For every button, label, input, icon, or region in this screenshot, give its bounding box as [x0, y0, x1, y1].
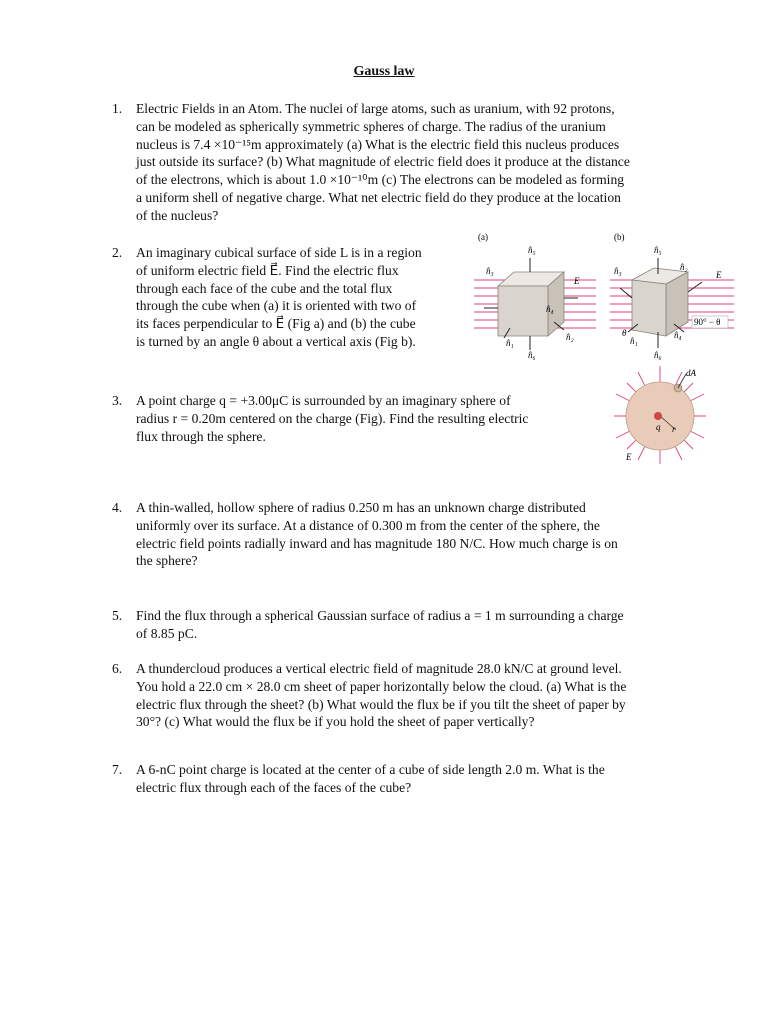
- question-5: [112, 607, 678, 643]
- question-line: through each face of the cube and the total flux: [136, 280, 393, 296]
- cube: [498, 272, 564, 336]
- figure-a-label: (a): [478, 232, 488, 242]
- question-line: Find the flux through a spherical Gaussian surface of radius a = 1 m surrounding a charge: [136, 608, 624, 623]
- question-number: 3.: [112, 393, 123, 408]
- question-line: Electric Fields in an Atom. The nuclei of large atoms, such as uranium, with 92 protons,: [136, 101, 615, 116]
- page-title: Gauss law: [353, 64, 415, 79]
- question-line: through the cube when (a) it is oriented with two of: [136, 298, 417, 314]
- charge-label: q: [656, 422, 661, 432]
- question-line: of uniform electric field E⃗. Find the electric flux: [136, 262, 399, 278]
- question-line: A thin-walled, hollow sphere of radius 0.250 m has an unknown charge distributed: [136, 500, 586, 515]
- normal-label: n̂₆: [654, 350, 662, 360]
- question-line: An imaginary cubical surface of side L is in a region: [136, 245, 422, 260]
- area-label: dA: [686, 368, 696, 378]
- question-line: of the electrons, which is about 1.0 ×10⁻¹⁰m (c) The electrons can be modeled as forming: [136, 172, 625, 188]
- question-line: A point charge q = +3.00μC is surrounded by an imaginary sphere of: [136, 393, 511, 408]
- question-line: of 8.85 pC.: [136, 625, 198, 641]
- question-line: of the nucleus?: [136, 207, 219, 223]
- question-number: 4.: [112, 500, 123, 515]
- question-line: just outside its surface? (b) What magnitude of electric field does it produce at the distance: [136, 154, 630, 170]
- field-label: E⃗: [716, 270, 729, 280]
- field-label: E⃗: [626, 452, 639, 462]
- question-6: [112, 660, 678, 731]
- question-number: 6.: [112, 661, 123, 676]
- angle-label: 90° − θ: [694, 317, 721, 327]
- question-number: 7.: [112, 762, 123, 777]
- radius-label: r: [672, 424, 676, 434]
- sphere-figure: [612, 366, 708, 466]
- question-line: the sphere?: [136, 553, 198, 569]
- angle-label: θ: [622, 328, 627, 338]
- question-line: radius r = 0.20m centered on the charge (Fig). Find the resulting electric: [136, 410, 529, 426]
- normal-label: n̂₄: [546, 304, 554, 314]
- question-number: 5.: [112, 608, 123, 623]
- normal-label: n̂₁: [506, 338, 514, 348]
- question-1: [112, 100, 678, 225]
- question-line: electric field points radially inward and has magnitude 180 N/C. How much charge is on: [136, 535, 618, 551]
- question-number: 2.: [112, 245, 123, 260]
- question-3: [112, 392, 580, 445]
- cube-figure-a: [470, 228, 600, 360]
- question-line: its faces perpendicular to E⃗ (Fig a) and (b) the cube: [136, 316, 416, 332]
- question-line: flux through the sphere.: [136, 428, 266, 444]
- question-line: a uniform shell of negative charge. What net electric field do they produce at the location: [136, 189, 621, 205]
- question-line: nucleus is 7.4 ×10⁻¹⁵m approximately (a) What is the electric field this nucleus produces: [136, 136, 620, 152]
- point-charge: [654, 412, 662, 420]
- question-2: [112, 244, 450, 351]
- normal-label: n̂₆: [528, 350, 536, 360]
- normal-label: n̂₂: [566, 332, 574, 342]
- question-line: 30°? (c) What would the flux be if you hold the sheet of paper vertically?: [136, 714, 535, 730]
- question-7: [112, 761, 678, 797]
- normal-label: n̂₅: [528, 245, 536, 255]
- question-line: A 6-nC point charge is located at the center of a cube of side length 2.0 m. What is the: [136, 762, 605, 777]
- normal-label: n̂₄: [674, 330, 682, 340]
- figure-b-label: (b): [614, 232, 625, 242]
- question-line: is turned by an angle θ about a vertical axis (Fig b).: [136, 333, 416, 349]
- question-line: A thundercloud produces a vertical electric field of magnitude 28.0 kN/C at ground level.: [136, 661, 622, 676]
- question-4: [112, 499, 678, 570]
- normal-label: n̂₅: [654, 245, 662, 255]
- cube: [632, 268, 688, 336]
- question-number: 1.: [112, 101, 123, 116]
- question-line: uniformly over its surface. At a distance of 0.300 m from the center of the sphere, the: [136, 517, 600, 533]
- normal-label: n̂₁: [630, 336, 638, 346]
- normal-label: n̂₂: [680, 262, 688, 272]
- normal-label: n̂₃: [614, 266, 622, 276]
- question-line: electric flux through the sheet? (b) What would the flux be if you tilt the sheet of paper by: [136, 696, 626, 712]
- cube-figure-b: [608, 228, 738, 360]
- question-line: can be modeled as spherically symmetric spheres of charge. The radius of the uranium: [136, 118, 606, 134]
- normal-label: n̂₃: [486, 266, 494, 276]
- question-line: electric flux through each of the faces of the cube?: [136, 779, 412, 795]
- question-line: You hold a 22.0 cm × 28.0 cm sheet of paper horizontally below the cloud. (a) What is the: [136, 678, 627, 694]
- field-label: E⃗: [574, 276, 587, 286]
